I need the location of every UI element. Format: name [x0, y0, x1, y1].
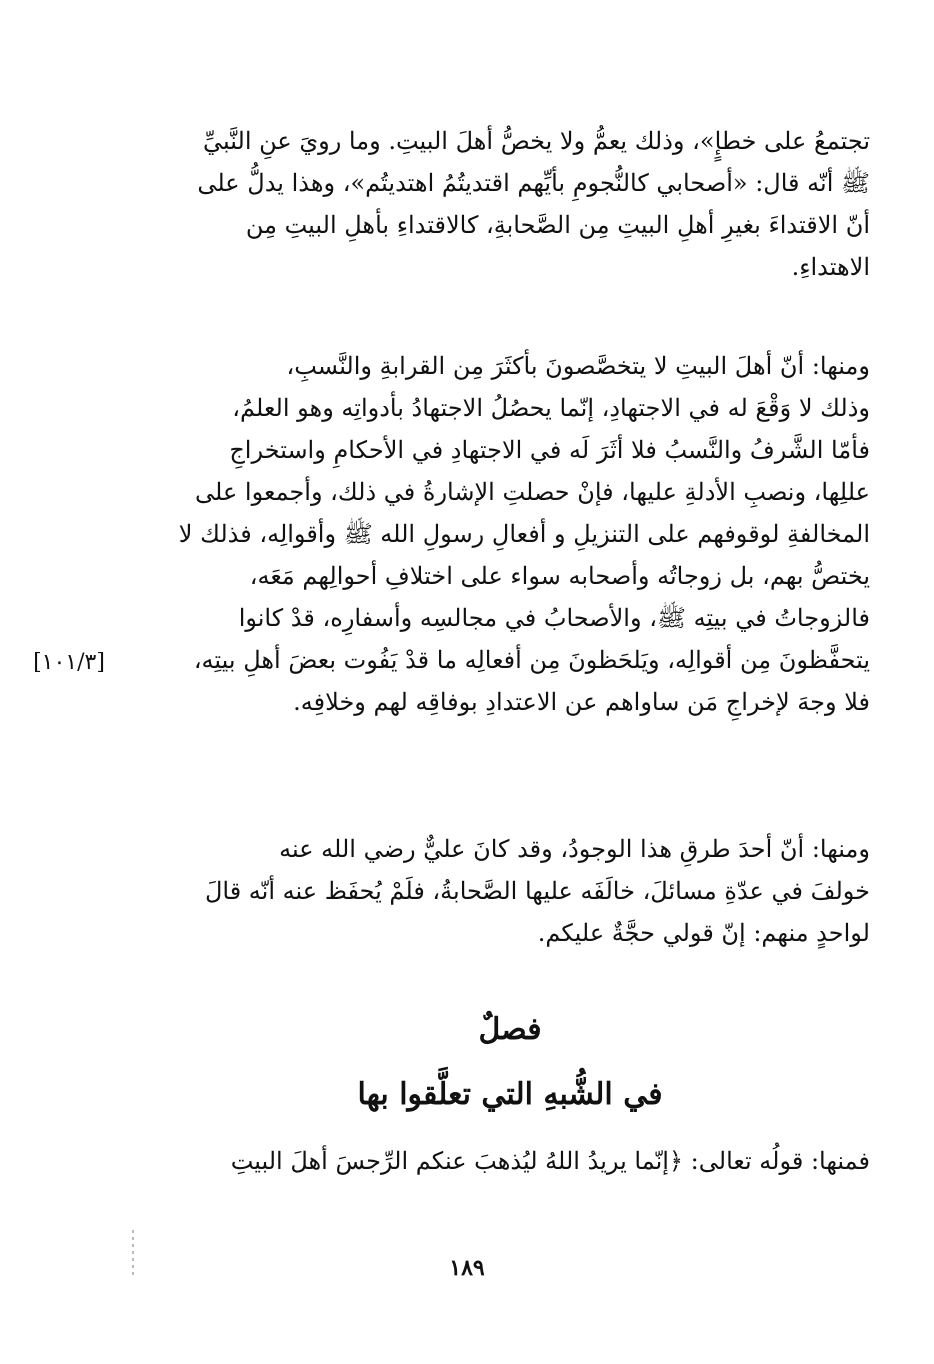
paragraph-line: أنّ الاقتداءَ بغيرِ أهلِ البيتِ مِن الصَّحابةِ، كالاقتداءِ بأهلِ البيتِ مِن — [245, 211, 870, 239]
paragraph-2 — [150, 345, 870, 723]
paragraph-3 — [150, 828, 870, 954]
paragraph-1 — [150, 120, 870, 288]
paragraph-line: تجتمعُ على خطإٍ»، وذلك يعمُّ ولا يخصُّ أهلَ البيتِ. وما رويَ عنِ النَّبيِّ — [203, 127, 870, 155]
closing-line — [150, 1140, 870, 1182]
paragraph-line: ﷺ أنّه قال: «أصحابي كالنُّجومِ بأيِّهم اقتديتُمُ اهتديتُم»، وهذا يدلُّ على — [197, 169, 870, 197]
section-subheading: في الشُّبهِ التي تعلَّقوا بها — [357, 1077, 663, 1112]
paragraph-line: الاهتداءِ. — [791, 253, 870, 281]
page-number: ١٨٩ — [449, 1255, 485, 1281]
volume-page-reference: [١٠١/٣] — [33, 650, 105, 675]
paragraph-line: المخالفةِ لوقوفهم على التنزيلِ و أفعالِ رسولِ الله ﷺ وأقوالِه، فذلك لا — [178, 520, 870, 548]
paragraph-line: فلا وجهَ لإخراجِ مَن ساواهم عن الاعتدادِ بوفاقِه لهم وخلافِه. — [293, 688, 870, 716]
paragraph-line: يختصُّ بهم، بل زوجاتُه وأصحابه سواء على اختلافِ أحوالِهم مَعَه، — [249, 562, 870, 590]
paragraph-line: خولفَ في عدّةِ مسائلَ، خالَفَه عليها الصَّحابةُ، فلَمْ يُحفَظ عنه أنّه قالَ — [204, 877, 870, 905]
paragraph-line: يتحفَّظونَ مِن أقوالِه، ويَلحَظونَ مِن أفعالِه ما قدْ يَفُوت بعضَ أهلِ بيتِه، — [193, 646, 870, 674]
section-heading: فصلٌ — [478, 1012, 542, 1047]
paragraph-line: فأمّا الشَّرفُ والنَّسبُ فلا أثَرَ لَه في الاجتهادِ في الأحكامِ واستخراجِ — [229, 436, 870, 464]
paragraph-line: وذلك لا وَقْعَ له في الاجتهادِ، إنّما يحصُلُ الاجتهادُ بأدواتِه وهو العلمُ، — [232, 394, 870, 422]
paragraph-line: فمنها: قولُه تعالى: ﴿إنّما يريدُ اللهُ ليُذهبَ عنكم الرِّجسَ أهلَ البيتِ — [230, 1147, 870, 1175]
paragraph-line: ومنها: أنّ أحدَ طرقِ هذا الوجودُ، وقد كانَ عليٌّ رضي الله عنه — [279, 835, 870, 863]
paragraph-line: فالزوجاتُ في بيتِه ﷺ، والأصحابُ في مجالسِه وأسفارِه، قدْ كانوا — [238, 604, 870, 632]
paragraph-line: ومنها: أنّ أهلَ البيتِ لا يتخصَّصونَ بأكثَرَ مِن القرابةِ والنَّسبِ، — [286, 352, 870, 380]
paragraph-line: عللِها، ونصبِ الأدلةِ عليها، فإنْ حصلتِ الإشارةُ في ذلك، وأجمعوا على — [195, 478, 870, 506]
paragraph-line: لواحدٍ منهم: إنّ قولي حجَّةٌ عليكم. — [537, 919, 870, 947]
